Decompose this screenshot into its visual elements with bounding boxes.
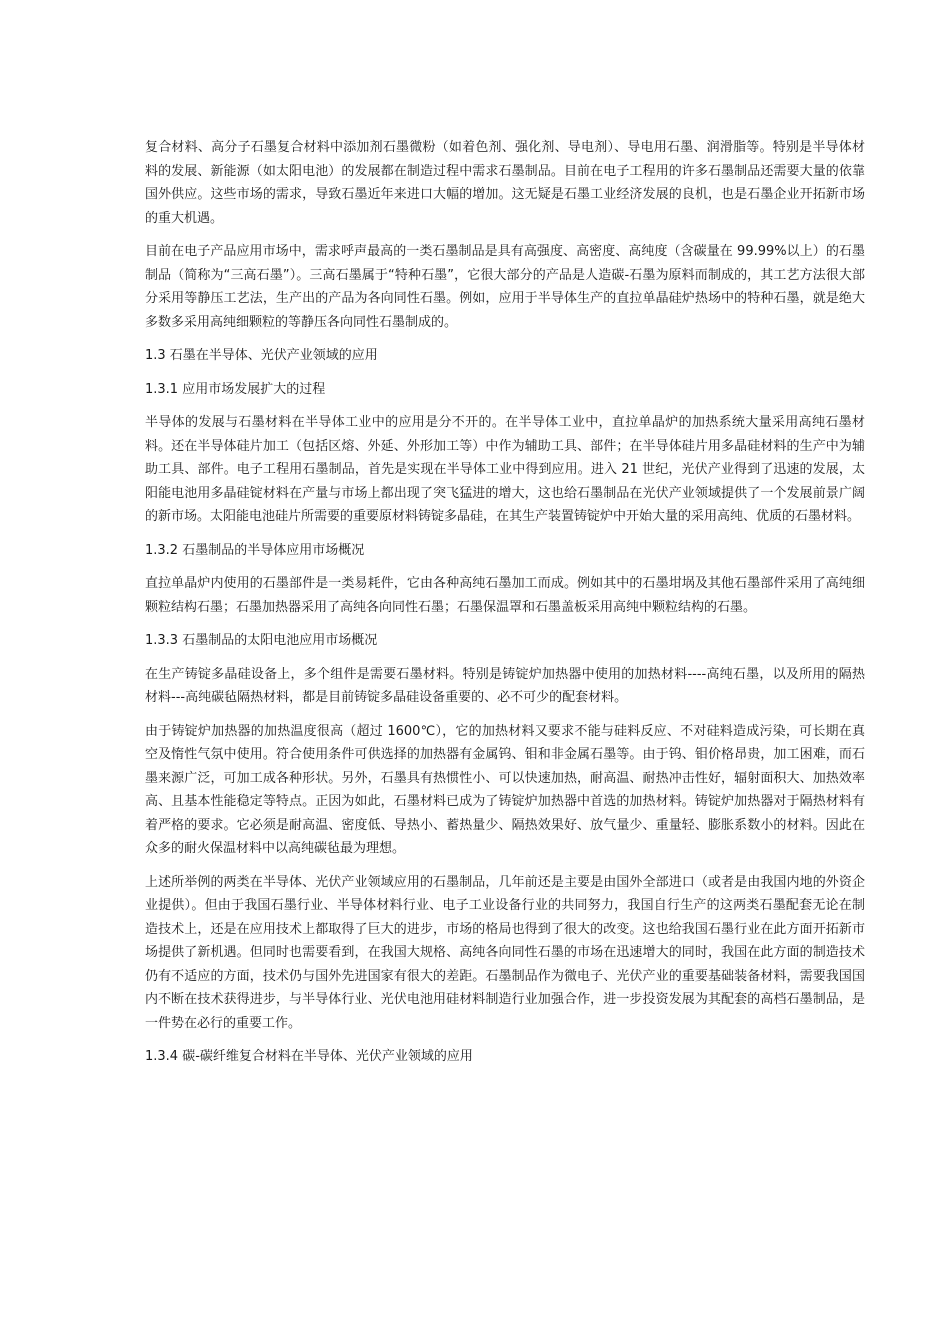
heading-1-3-1: 1.3.1 应用市场发展扩大的过程 [145,381,326,397]
paragraph-domestic-progress: 上述所举例的两类在半导体、光伏产业领域应用的石墨制品，几年前还是主要是由国外全部进口（或者是由我国内地的外资企业提供）。但由于我国石墨行业、半导体材料行业、电子工业设备行业的共同努力，我国自行生产的这两类石墨配套无论在制造技术上，还是在应用技术上都取得了巨大的进步，市场的格局也得到了很大的改变。这也给我国石墨行业在此方面开拓新市场提供了新机遇。但同时也需要看到，在我国大规格、高纯各向同性石墨的市场在迅速增大的同时，我国在此方面的制造技术仍有不适应的方面，技术仍与国外先进国家有很大的差距。石墨制品作为微电子、光伏产业的重要基础装备材料，需要我国国内不断在技术获得进步，与半导体行业、光伏电池用硅材料制造行业加强合作，进一步投资发展为其配套的高档石墨制品，是一件势在必行的重要工作。 [145,874,865,1031]
paragraph-heater-materials: 由于铸锭炉加热器的加热温度很高（超过 1600℃），它的加热材料又要求不能与硅料反应、不对硅料造成污染，可长期在真空及惰性气氛中使用。符合使用条件可供选择的加热器有金属钨、钼和非金属石墨等。由于钨、钼价格昂贵，加工困难，而石墨来源广泛，可加工成各种形状。另外，石墨具有热惯性小、可以快速加热，耐高温、耐热冲击性好，辐射面积大、加热效率高、且基本性能稳定等特点。正因为如此，石墨材料已成为了铸锭炉加热器中首选的加热材料。铸锭炉加热器对于隔热材料有着严格的要求。它必须是耐高温、密度低、导热小、蓄热量少、隔热效果好、放气量少、重量轻、膨胀系数小的材料。因此在众多的耐火保温材料中以高纯碳毡最为理想。 [145,723,865,856]
paragraph-graphite-demand: 复合材料、高分子石墨复合材料中添加剂石墨微粉（如着色剂、强化剂、导电剂）、导电用石墨、润滑脂等。特别是半导体材料的发展、新能源（如太阳电池）的发展都在制造过程中需求石墨制品。目前在电子工程用的许多石墨制品还需要大量的依靠国外供应。这些市场的需求，导致石墨近年来进口大幅的增加。这无疑是石墨工业经济发展的良机，也是石墨企业开拓新市场的重大机遇。 [145,140,865,226]
heading-1-3: 1.3 石墨在半导体、光伏产业领域的应用 [145,348,378,363]
paragraph-czochralski-parts: 直拉单晶炉内使用的石墨部件是一类易耗件，它由各种高纯石墨加工而成。例如其中的石墨坩埚及其他石墨部件采用了高纯细颗粒结构石墨；石墨加热器采用了高纯各向同性石墨；石墨保温罩和石墨盖板采用高纯中颗粒结构的石墨。 [145,576,865,615]
paragraph-ingot-equipment: 在生产铸锭多晶硅设备上，多个组件是需要石墨材料。特别是铸锭炉加热器中使用的加热材料----高纯石墨，以及所用的隔热材料---高纯碳毡隔热材料，都是目前铸锭多晶硅设备重要的、必不可少的配套材料。 [145,666,865,705]
heading-1-3-3: 1.3.3 石墨制品的太阳电池应用市场概况 [145,633,378,648]
document-page [145,136,865,1079]
heading-1-3-4: 1.3.4 碳-碳纤维复合材料在半导体、光伏产业领域的应用 [145,1049,473,1064]
heading-1-3-2: 1.3.2 石墨制品的半导体应用市场概况 [145,542,365,558]
paragraph-three-high-graphite: 目前在电子产品应用市场中，需求呼声最高的一类石墨制品是具有高强度、高密度、高纯度（含碳量在 99.99%以上）的石墨制品（简称为“三高石墨”）。三高石墨属于“特种石墨”，它很大部分的产品是人造碳-石墨为原料而制成的，其工艺方法很大部分采用等静压工艺法，生产出的产品为各向同性石墨。例如，应用于半导体生产的直拉单晶硅炉热场中的特种石墨，就是绝大多数多采用高纯细颗粒的等静压各向同性石墨制成的。 [145,244,865,330]
paragraph-semiconductor-development: 半导体的发展与石墨材料在半导体工业中的应用是分不开的。在半导体工业中，直拉单晶炉的加热系统大量采用高纯石墨材料。还在半导体硅片加工（包括区熔、外延、外形加工等）中作为辅助工具、部件；在半导体硅片用多晶硅材料的生产中为辅助工具、部件。电子工程用石墨制品，首先是实现在半导体工业中得到应用。进入 21 世纪，光伏产业得到了迅速的发展，太阳能电池用多晶硅锭材料在产量与市场上都出现了突飞猛进的增大，这也给石墨制品在光伏产业领域提供了一个发展前景广阔的新市场。太阳能电池硅片所需要的重要原材料铸锭多晶硅，在其生产装置铸锭炉中开始大量的采用高纯、优质的石墨材料。 [145,415,865,524]
